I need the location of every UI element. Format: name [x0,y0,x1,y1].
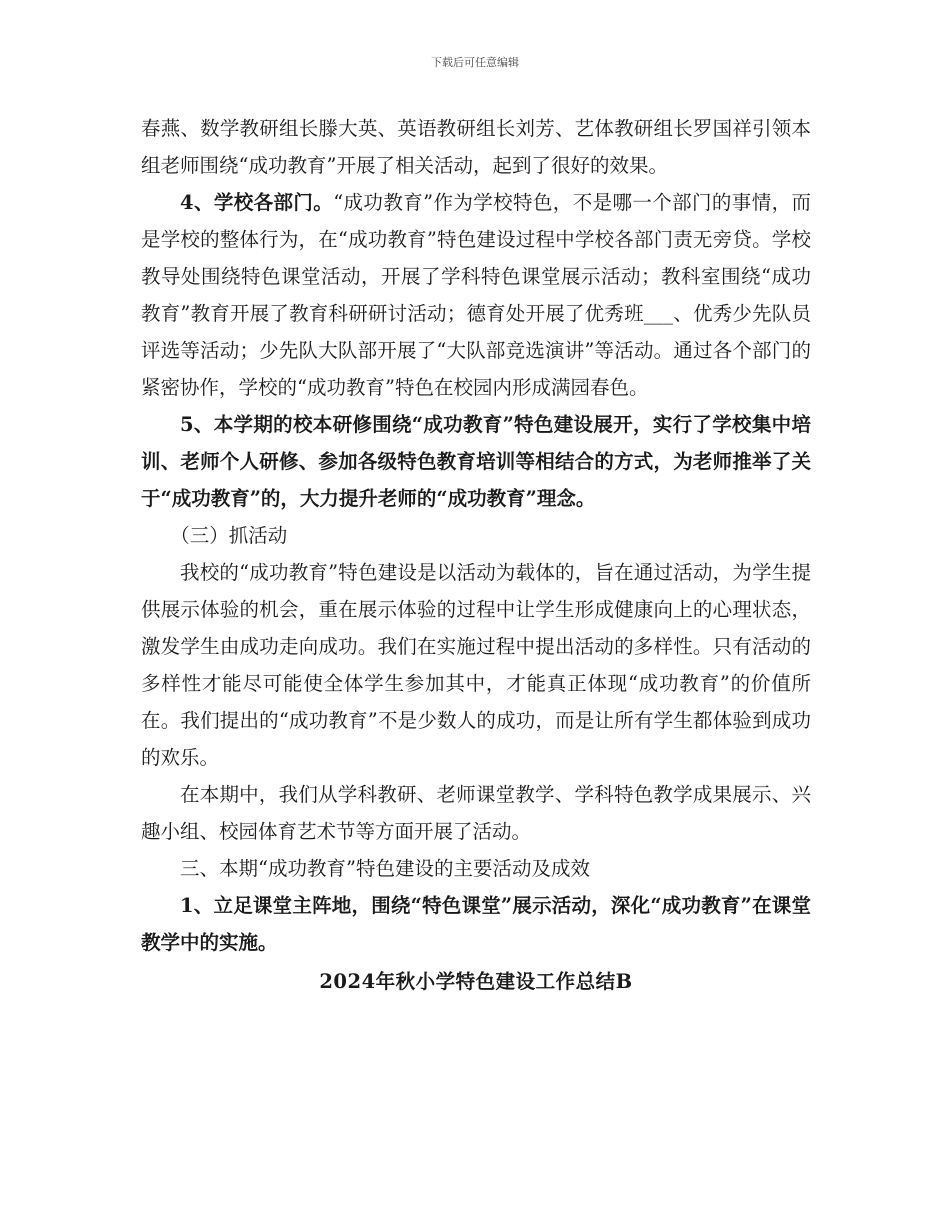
paragraph-this-term: 在本期中，我们从学科教研、老师课堂教学、学科特色教学成果展示、兴趣小组、校园体育艺术节等方面开展了活动。 [141,783,811,843]
section-heading-main-activities: 三、本期“成功教育”特色建设的主要活动及成效 [180,857,590,880]
paragraph-text: “成功教育”作为学校特色，不是哪一个部门的事情，而是学校的整体行为，在“成功教育”特色建设过程中学校各部门责无旁贷。学校教导处围绕特色课堂活动，开展了学科特色课堂展示活动；教科室围绕“成功教育”教育开展了教育科研研讨活动；德育处开展了优秀班___、优秀少先队员评选等活动；少先队大队部开展了“大队部竞选演讲”等活动。通过各个部门的紧密协作，学校的“成功教育”特色在校园内形成满园春色。 [141,191,811,399]
section-heading-activities: （三）抓活动 [170,524,288,547]
paragraph-continuation: 春燕、数学教研组长滕大英、英语教研组长刘芳、艺体教研组长罗国祥引领本组老师围绕“成功教育”开展了相关活动，起到了很好的效果。 [141,117,811,177]
paragraph-activities: 我校的“成功教育”特色建设是以活动为载体的，旨在通过活动，为学生提供展示体验的机会，重在展示体验的过程中让学生形成健康向上的心理状态，激发学生由成功走向成功。我们在实施过程中提出活动的多样性。只有活动的多样性才能尽可能使全体学生参加其中，才能真正体现“成功教育”的价值所在。我们提出的“成功教育”不是少数人的成功，而是让所有学生都体验到成功的欢乐。 [141,561,811,769]
document-body [141,110,811,1000]
paragraph-training: 5、本学期的校本研修围绕“成功教育”特色建设展开，实行了学校集中培训、老师个人研修、参加各级特色教育培训等相结合的方式，为老师推举了关于“成功教育”的，大力提升老师的“成功教育”理念。 [141,413,811,510]
page-header: 下载后可任意编辑 [431,56,519,69]
paragraph-lead: 4、学校各部门。 [180,191,334,214]
paragraph-classroom: 1、立足课堂主阵地，围绕“特色课堂”展示活动，深化“成功教育”在课堂教学中的实施。 [141,894,811,954]
paragraph-departments [141,184,811,406]
document-title: 2024年秋小学特色建设工作总结B [319,970,633,993]
